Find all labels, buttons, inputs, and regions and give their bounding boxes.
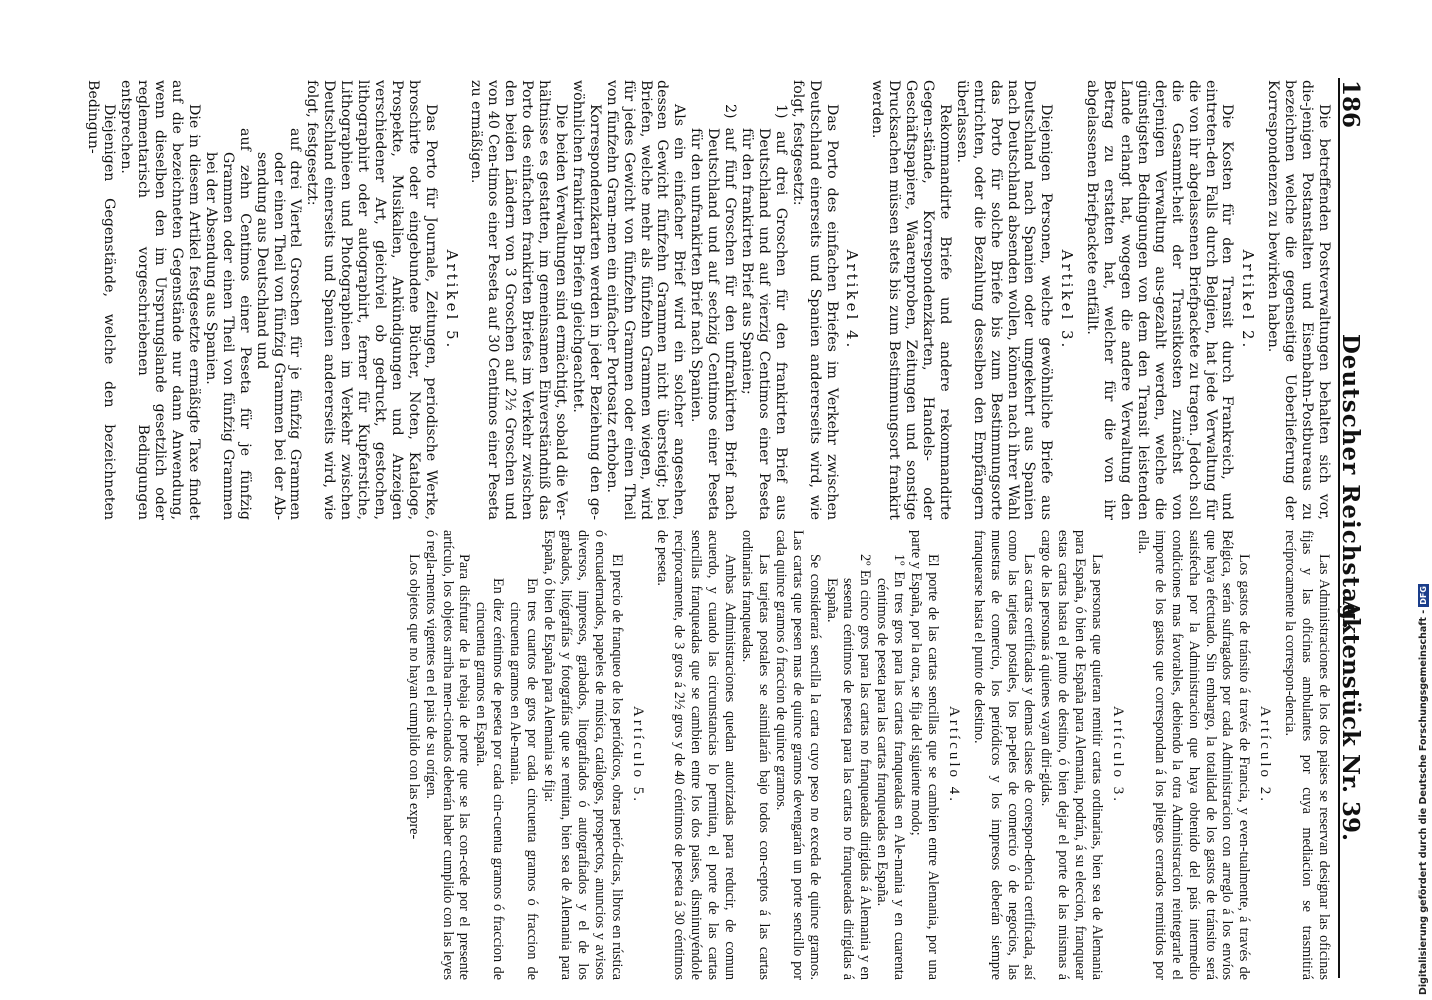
article-heading: Artículo 2. xyxy=(1257,706,1274,804)
paragraph: Das Porto des einfachen Briefes im Verkehr zwischen Deutschland einerseits und Spanien andererseits wird, wie folgt, festgesetzt: xyxy=(789,80,840,520)
article-heading: Artikel 2. xyxy=(1239,249,1258,351)
paragraph: Korrespondenzkarten werden in jeder Beziehung den ge-wöhnlichen frankirten Briefen gleichgeachtet. xyxy=(569,80,603,520)
paragraph: El precio de franqueo de los periódicos, obras perió-dicas, libros en rústica ó encuadernados, papeles de música, catálogos, prospectos, anuncios y avisos diversos, impresos, grabados, litografiados ó autografiados y el de los grabados, litógrafías y fotografías que se remitan, bien sea de Alemania para España, ó bien de España para Alemania se fija: xyxy=(541,530,625,980)
footer-text: Digitalisierung gefördert durch die Deutsche Forschungsgemeinschaft - xyxy=(1418,609,1429,995)
paragraph: Das Porto für Journale, Zeitungen, periodische Werke, broschirte oder eingebundene Bücher, Noten, Kataloge, Prospekte, Musikalien, Ankündigungen und Anzeigen verschiedener Art, gleichviel ob gedruckt, gestochen, lithographirt oder autographirt, ferner für Kupferstiche, Lithographieen und Photographieen im Verkehr zwischen Deutschland einerseits und Spanien andererseits wird, wie folgt, festgesetzt: xyxy=(304,80,439,520)
article-heading: Artikel 3. xyxy=(1058,249,1077,351)
paragraph: Die beiden Verwaltungen sind ermächtigt, sobald die Ver-hältnisse es gestatten, im gemeinsamen Einverständniß das Porto des einfachen frankirten Briefes im Verkehr zwischen den beiden Ländern von 3 Groschen auf 2½ Groschen und von 40 Cen-timos einer Peseta auf 30 Centimos einer Peseta zu ermäßigen. xyxy=(468,80,570,521)
article-heading: Artículo 3. xyxy=(1110,706,1127,804)
paragraph: Se considerará sencilla la carta cuyo peso no exceda de quince gramos. Las cartas que pesen mas de quince gramos devengarán un porte sencillo por cada quince gramos ó fraccion de quince gramos. xyxy=(772,530,823,980)
german-column xyxy=(84,80,1332,520)
paragraph: Para disfrutar de la rebaja de porte que se las con-cede por el presente artículo, los objetos arriba men-cionados deberán haber cumplido con las leyes ó regla-mentos vigentes en el pais de su orígen. xyxy=(422,530,473,980)
paragraph: El porte de las cartas sencillas que se cambien entre Alemania, por una parte y España, por la otra, se fija del siguiente modo; xyxy=(908,530,941,980)
article-heading: Artículo 4. xyxy=(945,706,962,804)
paragraph: Die betreffenden Postverwaltungen behalten sich vor, die-jenigen Postanstalten und Eisenbahn-Postbureaus zu bezeichnen welche die gegenseitige Ueberlieferung der Korrespondenzen zu bewirken haben. xyxy=(1265,80,1332,520)
paragraph: Diejenigen Gegenstände, welche den bezeichneten Bedingun- xyxy=(84,80,118,520)
paragraph: Las tarjetas postales se asimilarán bajo todos con-ceptos á las cartas ordinarias franqueadas. xyxy=(739,530,772,980)
paragraph: Las Administraciones de los dos paises se reservan designar las oficinas fijas y las oficinas ambulantes por cuya mediacion se trasmitirá recíprocamente la correspon-dencia. xyxy=(1282,530,1332,980)
header-rule xyxy=(1338,78,1340,978)
paragraph: auf drei Viertel Groschen für je fünfzig Grammen oder einen Theil von fünfzig Grammen bei der Ab-sendung aus Deutschland und xyxy=(253,128,304,520)
article-heading: Artículo 5. xyxy=(629,706,646,804)
digitization-footer xyxy=(1418,584,1429,995)
paragraph: En tres cuartos de gros por cada cincuenta gramos ó fraccion de cincuenta gramos en Ale-mania. xyxy=(507,578,541,980)
paragraph: Los objetos que no hayan cumplido con las expre- xyxy=(405,554,422,840)
paragraph: Rekommandirte Briefe und andere rekommandirte Gegen-stände, Korrespondenzkarten, Handels- oder Geschäftspapiere, Waarenproben, Zeitungen und sonstige Drucksachen müssen stets bis zum Bestimmungsort frankirt werden. xyxy=(869,80,953,520)
publication-title: Deutscher Reichstag. xyxy=(1337,333,1364,630)
paragraph: Las personas que quieran remitir cartas ordinarias, bien sea de Alemania para España, ó bien de España para Alemania, podrán, á su eleccion, franquear estas cartas hasta el punto de destino, ó bien dejar el porte de las mismas á cargo de las personas á quienes vayan diri-gidas. xyxy=(1038,530,1106,980)
article-heading: Artikel 5. xyxy=(442,249,461,351)
page-number: 186 xyxy=(1337,80,1364,129)
paragraph: Die in diesem Artikel festgesetzte ermäßigte Taxe findet auf die bezeichneten Gegenstände nur dann Anwendung, wenn dieselben den im Ursprungslande gesetzlich oder reglementarisch vorgeschriebenen Bedingungen entsprechen. xyxy=(118,80,202,520)
paragraph: auf zehn Centimos einer Peseta für je fünfzig Grammen oder einen Theil von fünfzig Grammen bei der Absendung aus Spanien. xyxy=(202,128,253,520)
issue-number: Aktenstück Nr. 39. xyxy=(1337,600,1364,842)
paragraph: 1º En tres gros para las cartas franqueadas en Ale-mania y en cuarenta céntimos de peseta para las cartas franqueadas en España. xyxy=(874,554,908,980)
spanish-column xyxy=(405,530,1332,980)
paragraph: En diez céntimos de peseta por cada cin-cuenta gramos ó fraccion de cincuenta gramos en España. xyxy=(473,578,507,980)
paragraph: Als ein einfacher Brief wird ein solcher angesehen, dessen Gewicht fünfzehn Grammen nicht übersteigt; bei Briefen, welche mehr als fünfzehn Grammen wiegen, wird für jedes Gewicht von fünfzehn Grammen oder einen Theil von fünfzehn Gram-men ein einfacher Portosatz erhoben. xyxy=(603,80,688,520)
paragraph: Die Kosten für den Transit durch Frankreich, und eintreten-den Falls durch Belgien, hat jede Verwaltung für die von ihr abgelassenen Briefpackete zu tragen. Jedoch soll die Gesammt-heit der Transitkosten zunächst von derjenigen Verwaltung aus-gezahlt werden, welche die günstigsten Bedingungen von dem den Transit leistenden Lande erlangt hat, wogegen die andere Verwaltung den Betrag zu erstatten hat, welcher für die von ihr abgelassenen Briefpackete entfällt. xyxy=(1084,80,1236,520)
page-header xyxy=(1330,0,1372,1000)
article-heading: Artikel 4. xyxy=(843,249,862,351)
paragraph: 2) auf fünf Groschen für den unfrankirten Brief nach Deutschland und auf sechzig Centimos einer Peseta für den unfrankirten Brief nach Spanien. xyxy=(688,104,739,520)
paragraph: Ambas Administraciones quedan autorizadas para reducir, de comun acuerdo, y cuando las circunstancias lo permitan, el porte de las cartas sencillas franqueadas que se cambien entre los dos paises, disminuyéndole recíprocamente, de 3 gros á 2½ gros y de 40 céntimos de peseta á 30 céntimos de peseta. xyxy=(654,530,739,980)
paragraph: Los gastos de tránsito á través de Francia, y even-tualmente, á través de Bélgica, serán sufragados por cada Administracion con arreglo á los envíos que haya efectuado. Sin embargo, la totalidad de los gastos de tránsito será satisfecha por la Administracion que haya obtenido del país intermedio condiciones mas favorables, debiendo la otra Administracion reintegrarle el importe de los gastos que correspondan á los pliegos cerrados remitidos por ella. xyxy=(1134,530,1253,980)
paragraph: 2º En cinco gros para las cartas no franqueadas dirigidas á Alemania y en sesenta céntimos de peseta para las cartas no franqueadas dirigidas á España. xyxy=(823,554,874,980)
dfg-logo: DFG xyxy=(1419,586,1428,605)
paragraph: Las cartas certificadas y demas clases de corespon-dencia certificada, así como las tarjetas postales, los pa-peles de comercio ó de negocios, las muestras de comercio, los periódicos y los impresos deberán siempre franquearse hasta el punto de destino. xyxy=(970,530,1038,980)
paragraph: 1) auf drei Groschen für den frankirten Brief aus Deutschland und auf vierzig Centimos einer Peseta für den frankirten Brief aus Spanien; xyxy=(739,104,789,520)
paragraph: Diejenigen Personen, welche gewöhnliche Briefe aus Deutschland nach Spanien oder umgekehrt aus Spanien nach Deutschland absenden wollen, können nach ihrer Wahl das Porto für solche Briefe bis zum Bestimmungsorte entrichten, oder die Bezahlung desselben den Empfängern überlassen. xyxy=(953,80,1055,520)
